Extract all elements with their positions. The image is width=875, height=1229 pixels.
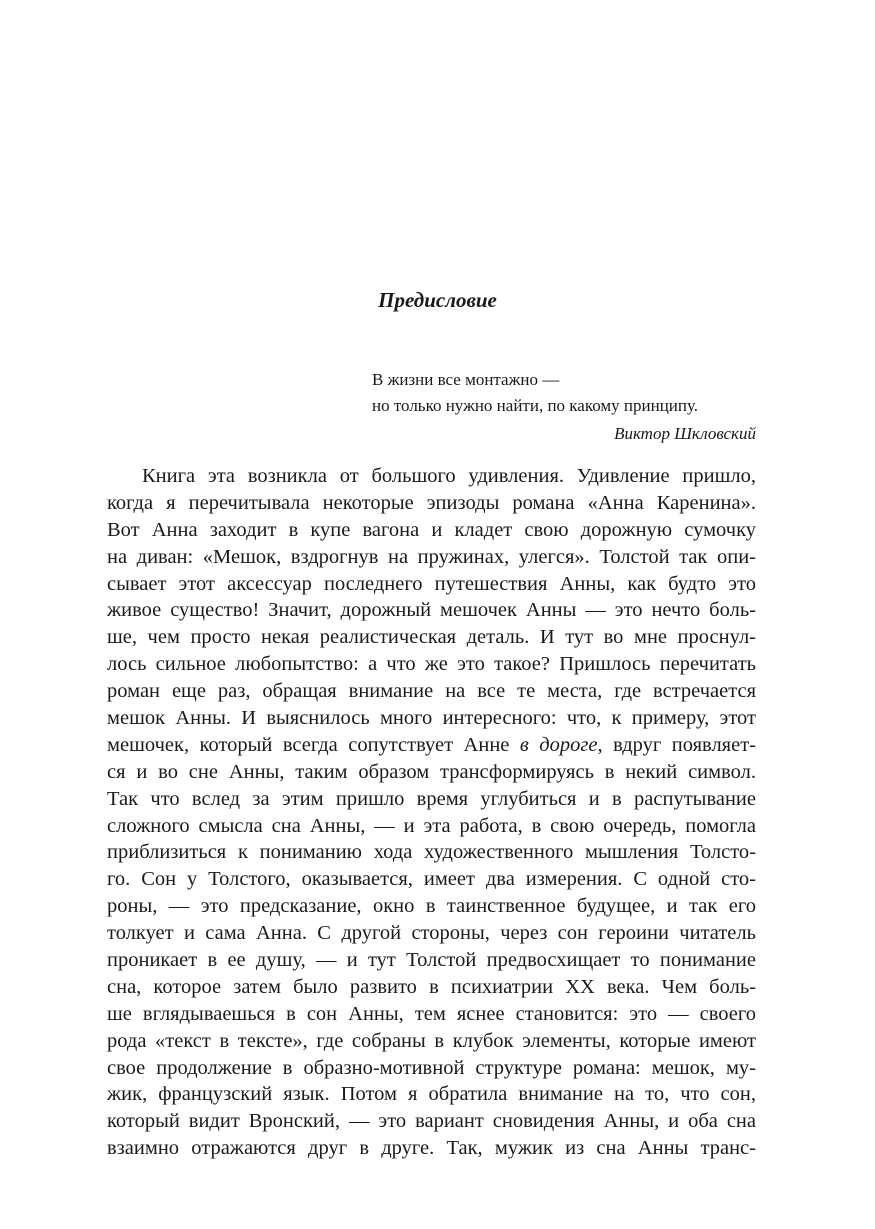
text-line: роман еще раз, обращая внимание на все те места, где встречается (107, 680, 756, 703)
text-segment: мешочек, который всегда сопутствует Анне (107, 733, 520, 756)
text-line: проникает в ее душу, — и тут Толстой предвосхищает то понимание (107, 949, 756, 972)
text-line: Вот Анна заходит в купе вагона и кладет свою дорожную сумочку (107, 518, 756, 541)
text-line: роны, — это предсказание, окно в таинственное будущее, и так его (107, 895, 756, 918)
text-line: который видит Вронский, — это вариант сновидения Анны, и оба сна (107, 1110, 756, 1133)
epigraph-author: Виктор Шкловский (614, 424, 756, 443)
text-line: рода «текст в тексте», где собраны в клубок элементы, которые имеют (107, 1029, 756, 1052)
text-line: приблизиться к пониманию хода художественного мышления Толсто- (107, 841, 756, 864)
text-line: толкует и сама Анна. С другой стороны, через сон героини читатель (107, 922, 756, 945)
text-line: взаимно отражаются друг в друге. Так, мужик из сна Анны транс- (107, 1137, 756, 1160)
text-segment: , вдруг появляет- (597, 733, 756, 756)
text-line: сывает этот аксессуар последнего путешествия Анны, как будто это (107, 572, 756, 595)
chapter-title: Предисловие (378, 288, 497, 312)
text-line: Так что вслед за этим пришло время углубиться и в распутывание (107, 787, 756, 810)
epigraph-line: но только нужно найти, по какому принципу. (372, 396, 699, 415)
text-line: живое существо! Значит, дорожный мешочек Анны — это нечто боль- (107, 599, 756, 622)
text-line: лось сильное любопытство: а что же это такое? Пришлось перечитать (107, 653, 756, 676)
text-line: свое продолжение в образно-мотивной структуре романа: мешок, му- (107, 1056, 756, 1079)
italic-emphasis: в дороге (519, 733, 598, 756)
text-line: жик, французский язык. Потом я обратила внимание на то, что сон, (107, 1083, 756, 1106)
text-line: сна, которое затем было развито в психиатрии XX века. Чем боль- (107, 975, 756, 998)
text-line: ше вглядываешься в сон Анны, тем яснее становится: это — своего (107, 1002, 756, 1025)
text-line: сложного смысла сна Анны, — и эта работа, в свою очередь, помогла (107, 814, 756, 837)
epigraph (372, 367, 756, 447)
text-line: мешок Анны. И выяснилось много интересного: что, к примеру, этот (107, 707, 756, 730)
text-line: ше, чем просто некая реалистическая деталь. И тут во мне проснул- (107, 626, 756, 649)
body-paragraph (107, 463, 756, 1162)
epigraph-line: В жизни все монтажно — (372, 370, 560, 389)
text-line: го. Сон у Толстого, оказывается, имеет два измерения. С одной сто- (107, 868, 756, 891)
text-line: ся и во сне Анны, таким образом трансформируясь в некий символ. (107, 760, 756, 783)
text-line: когда я перечитывала некоторые эпизоды романа «Анна Каренина». (107, 491, 756, 514)
text-line: Книга эта возникла от большого удивления. Удивление пришло, (142, 465, 756, 487)
text-line: на диван: «Мешок, вздрогнув на пружинах, улегся». Толстой так опи- (107, 545, 756, 568)
text-line (107, 732, 756, 759)
